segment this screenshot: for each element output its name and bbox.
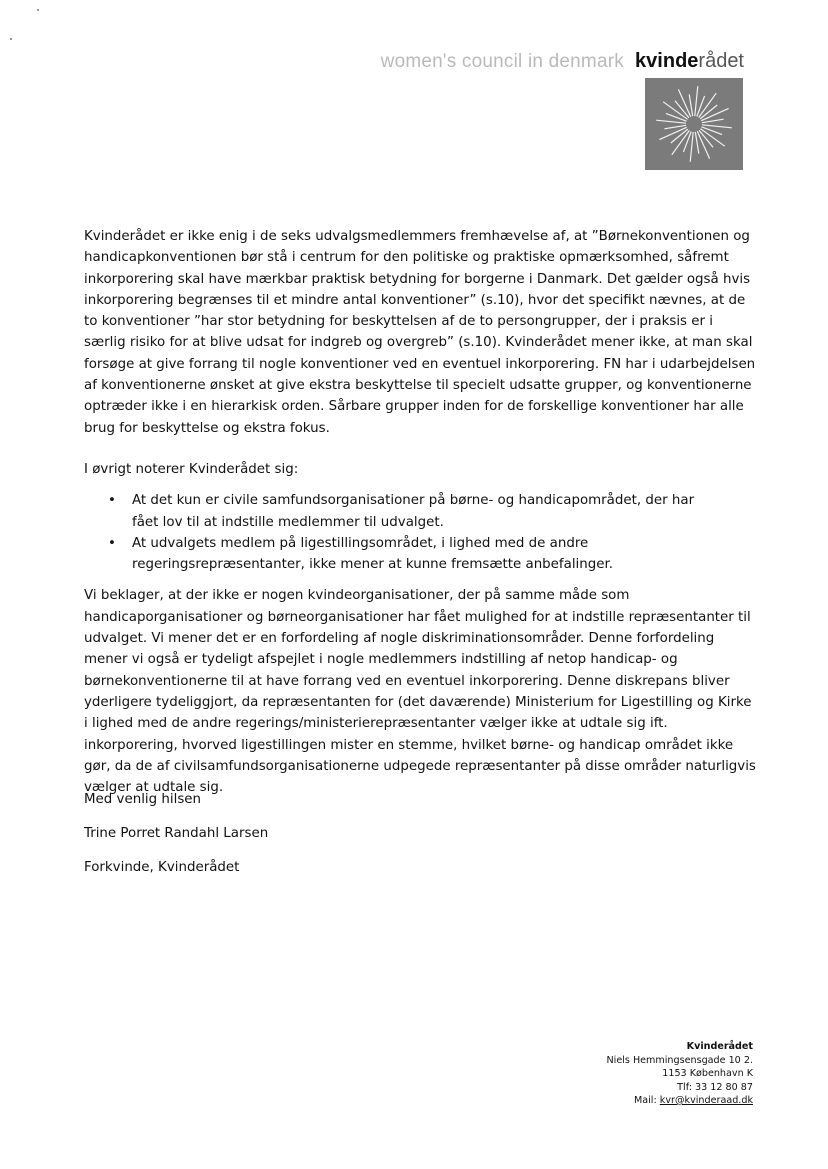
body-paragraph-2: I øvrigt noterer Kvinderådet sig: — [84, 461, 299, 477]
signer-title: Forkvinde, Kvinderådet — [84, 860, 240, 875]
letterhead-tagline: women's council in denmark — [380, 51, 624, 72]
sun-logo-icon — [645, 78, 743, 170]
scan-speck — [10, 38, 12, 40]
closing-greeting: Med venlig hilsen — [84, 792, 202, 807]
address-footer — [606, 1040, 753, 1108]
sun-ray — [666, 113, 687, 121]
sun-ray — [695, 86, 698, 116]
bullet-text: At det kun er civile samfundsorganisationer på børne- og handicapområdet, der har fået lov til at indstille medlemmer til udvalget. — [132, 493, 695, 530]
footer-phone: Tlf: 33 12 80 87 — [677, 1081, 753, 1093]
bullet-icon: • — [108, 493, 116, 509]
sun-rays-graphic — [645, 78, 743, 170]
scan-speck — [37, 9, 39, 11]
sun-ray — [702, 125, 732, 128]
signer-name: Trine Porret Randahl Larsen — [84, 826, 269, 841]
footer-mail-line — [606, 1094, 753, 1108]
sun-ray — [656, 120, 686, 123]
sun-ray — [697, 96, 705, 117]
bullet-list — [84, 490, 756, 575]
brand-wordmark — [635, 50, 744, 72]
brand-light: rådet — [698, 50, 744, 72]
footer-mail-label: Mail: — [633, 1095, 660, 1106]
sun-ray — [690, 132, 693, 162]
sun-ray — [689, 94, 693, 116]
bullet-icon: • — [108, 535, 116, 551]
sun-ray — [695, 132, 699, 154]
brand-bold: kvinde — [635, 50, 699, 72]
body-paragraph-3: Vi beklager, at der ikke er nogen kvindeorganisationer, der på samme måde som handicaporganisationer og børneorganisationer har fået mulighed for at indstille repræsentanter til udvalget. Vi mener det er en forfordeling af nogle diskriminationsområder. Denne forfordeling mener vi også er tydeligt afspejlet i nogle medlemmers indstilling af netop handicap- og børnekonventionerne til at have forrang ved en eventuel inkorporering. Denne diskrepans bliver yderligere tydeliggjort, da repræsentanten for (det daværende) Ministerium for Ligestilling og Kirke i lighed med de andre regerings/ministerierepræsentanter vælger ikke at udtale sig ift. inkorporering, hvorved ligestillingen mister en stemme, hvilket børne- og handicap området ikke gør, da de af civilsamfundsorganisationerne udpegede repræsentanter på disse områder naturligvis vælger at udtale sig. — [84, 588, 756, 796]
list-item — [84, 533, 756, 576]
sun-ray — [702, 119, 724, 123]
sun-ray — [702, 127, 723, 135]
letter-body — [84, 226, 756, 798]
sun-ray — [683, 132, 691, 153]
signature-block — [84, 790, 268, 892]
sun-ray — [664, 125, 686, 129]
letterhead — [0, 50, 744, 73]
footer-city: 1153 København K — [662, 1068, 753, 1079]
body-paragraph-1: Kvinderådet er ikke enig i de seks udvalgsmedlemmers fremhævelse af, at ”Børnekonventionen og handicapkonventionen bør stå i centrum for den politiske og praktiske opmærksomhed, såfremt inkorporering skal have mærkbar praktisk betydning for borgerne i Danmark. Det gælder også hvis inkorporering begrænses til et mindre antal konventioner” (s.10), hvor det specifikt nævnes, at de to konventioner ”har stor betydning for beskyttelsen af de to persongrupper, der i praksis er i særlig risiko for at blive udsat for indgreb og overgreb” (s.10). Kvinderådet mener ikke, at man skal forsøge at give forrang til nogle konventioner ved en eventuel inkorporering. FN har i udarbejdelsen af konventionerne ønsket at give ekstra beskyttelse til specielt udsatte grupper, og konventionerne optræder ikke i en hierarkisk orden. Sårbare grupper inden for de forskellige konventioner har alle brug for beskyttelse og ekstra fokus. — [84, 229, 756, 436]
footer-org: Kvinderådet — [686, 1041, 753, 1052]
list-item — [84, 490, 756, 533]
footer-mail-link[interactable]: kvr@kvinderaad.dk — [659, 1095, 753, 1106]
footer-street: Niels Hemmingsensgade 10 2. — [606, 1054, 753, 1066]
bullet-text: At udvalgets medlem på ligestillingsområdet, i lighed med de andre regeringsrepræsentanter, ikke mener at kunne fremsætte anbefalinger. — [132, 535, 614, 573]
